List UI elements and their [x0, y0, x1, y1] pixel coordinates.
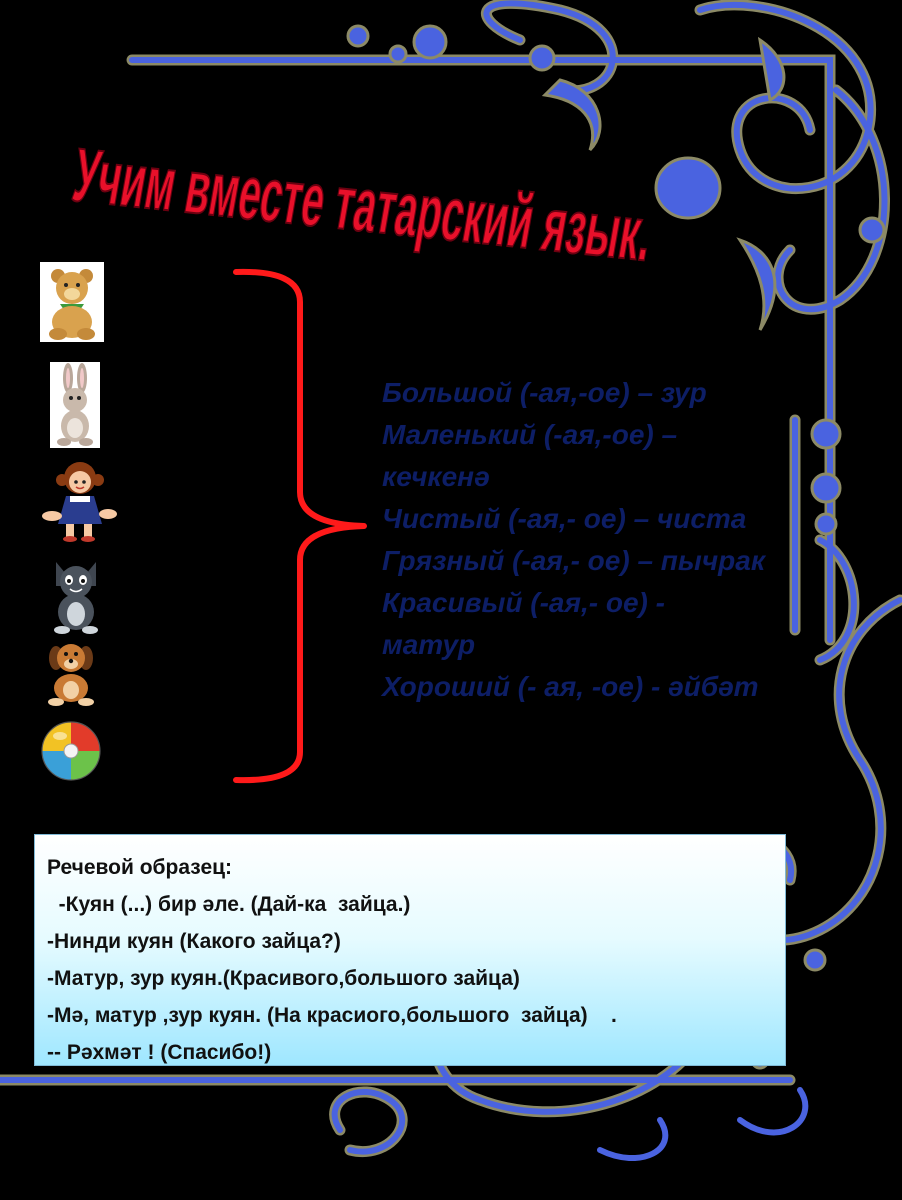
ball-icon	[40, 720, 102, 782]
vocab-line: Красивый (-ая,- ое) -	[382, 587, 665, 618]
puppy-icon	[42, 638, 100, 708]
vocab-line: кечкенә	[382, 461, 490, 492]
page-title-text: Учим вместе татарский язык.	[67, 133, 894, 303]
vocab-line: матур	[382, 629, 476, 660]
page-title	[60, 88, 894, 303]
teddy-bear-icon	[40, 262, 104, 342]
curly-brace	[230, 262, 370, 792]
speech-line: -- Рәхмәт ! (Спасибо!)	[47, 1041, 272, 1064]
speech-line: -Матур, зур куян.(Красивого,большого зайца)	[47, 967, 520, 990]
vocabulary-list	[382, 372, 812, 708]
vocab-line: Маленький (-ая,-ое) –	[382, 419, 678, 450]
speech-line: -Нинди куян (Какого зайца?)	[47, 930, 341, 953]
speech-line: -Куян (...) бир әле. (Дай-ка зайца.)	[47, 893, 411, 916]
vocab-line: Большой (-ая,-ое) – зур	[382, 377, 707, 408]
vocab-line: Хороший (- ая, -ое) - әйбәт	[382, 671, 759, 702]
vocab-line: Чистый (-ая,- ое) – чиста	[382, 503, 747, 534]
speech-sample-box	[34, 834, 786, 1066]
doll-icon	[40, 458, 118, 542]
vocab-line: Грязный (-ая,- ое) – пычрак	[382, 545, 766, 576]
kitten-icon	[46, 556, 106, 636]
speech-heading: Речевой образец:	[47, 856, 233, 879]
bunny-icon	[50, 362, 100, 448]
speech-line: -Мә, матур ,зур куян. (На красиого,большого зайца) .	[47, 1004, 617, 1027]
